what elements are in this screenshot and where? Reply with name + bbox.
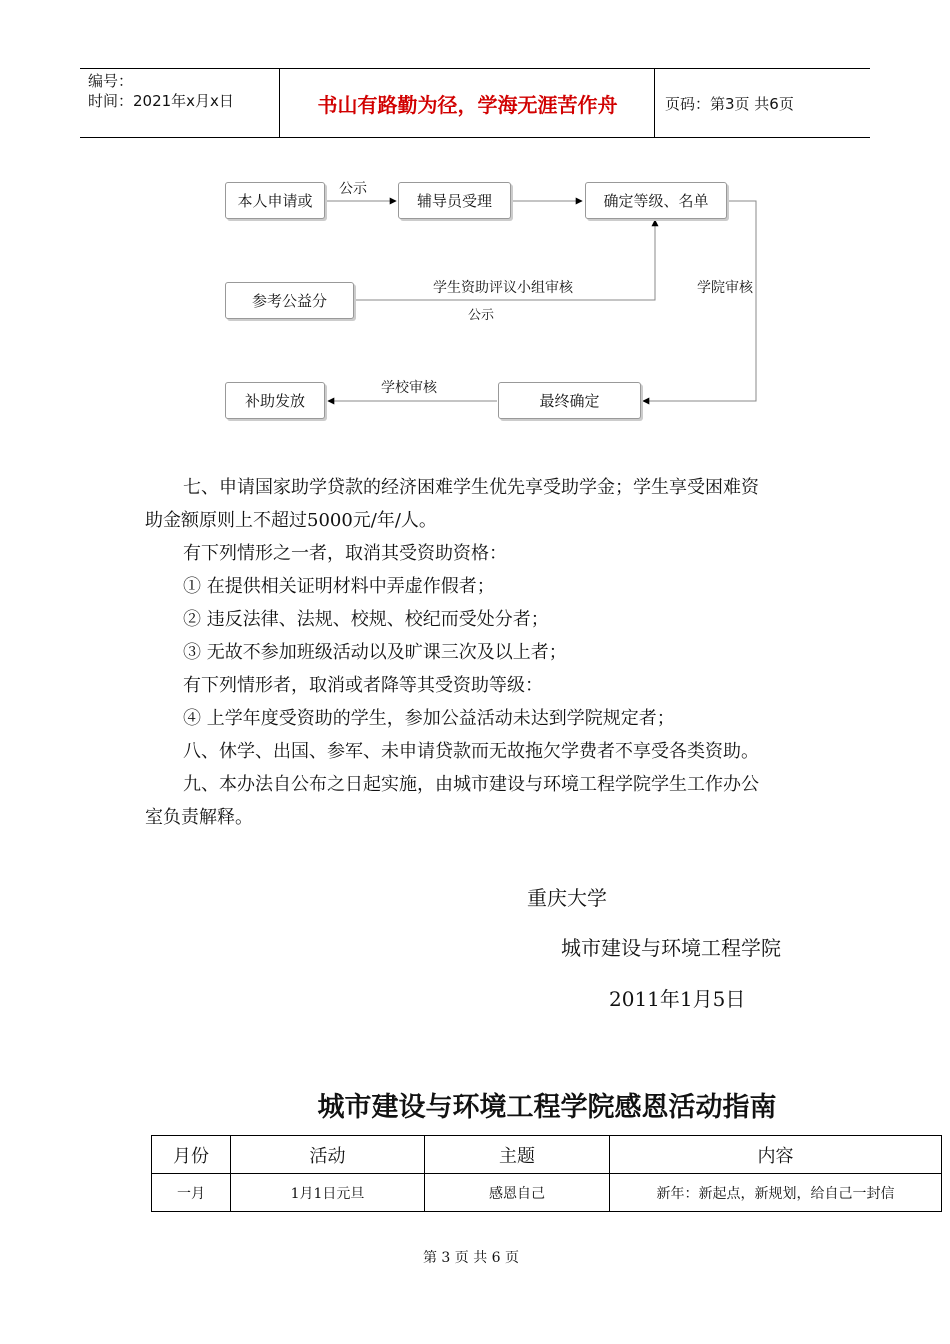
box-confirm-list: 确定等级、名单	[585, 182, 727, 219]
cancel-intro: 有下列情形之一者，取消其受资助资格：	[183, 543, 507, 564]
box-issue: 补助发放	[225, 382, 325, 419]
cell-content: 新年：新起点，新规划，给自己一封信	[610, 1174, 942, 1212]
signature-college: 城市建设与环境工程学院	[561, 936, 781, 960]
col-theme: 主题	[425, 1136, 610, 1174]
number-label: 编号：	[88, 72, 134, 90]
item-1: ① 在提供相关证明材料中弄虚作假者；	[183, 576, 495, 597]
label-group-review: 学生资助评议小组审核	[433, 280, 573, 296]
box-apply: 本人申请或	[225, 182, 325, 219]
para-8: 八、休学、出国、参军、未申请贷款而无故拖欠学费者不享受各类资助。	[183, 741, 759, 762]
table-row	[152, 1174, 942, 1212]
item-4: ④ 上学年度受资助的学生，参加公益活动未达到学院规定者；	[183, 708, 675, 729]
flowchart-connectors	[0, 0, 950, 440]
label-school-review: 学校审核	[381, 380, 437, 396]
guide-title-text: 城市建设与环境工程学院感恩活动指南	[317, 1092, 777, 1123]
item-2: ② 违反法律、法规、校规、校纪而受处分者；	[183, 609, 549, 630]
funding-flowchart	[0, 0, 950, 440]
box-welfare: 参考公益分	[225, 282, 354, 319]
para-7-line1: 七、申请国家助学贷款的经济困难学生优先享受助学金；学生享受困难资	[183, 477, 759, 498]
cell-theme: 感恩自己	[425, 1174, 610, 1212]
col-activity: 活动	[231, 1136, 425, 1174]
col-content: 内容	[610, 1136, 942, 1174]
cell-activity: 1月1日元旦	[231, 1174, 425, 1212]
label-publicity-1: 公示	[339, 181, 367, 197]
label-college-review: 学院审核	[697, 280, 753, 296]
para-7-line2: 助金额原则上不超过5000元/年/人。	[145, 510, 437, 531]
item-3: ③ 无故不参加班级活动以及旷课三次及以上者；	[183, 642, 567, 663]
page-footer	[0, 1247, 950, 1267]
header-page-info: 页码：第3页 共6页	[665, 94, 794, 113]
activity-table	[151, 1135, 942, 1212]
label-publicity-2: 公示	[468, 308, 495, 323]
cell-month: 一月	[152, 1174, 231, 1212]
time-label: 时间：2021年x月x日	[88, 92, 234, 110]
table-header-row	[152, 1136, 942, 1174]
para-9-line1: 九、本办法自公布之日起实施，由城市建设与环境工程学院学生工作办公	[183, 774, 759, 795]
downgrade-intro: 有下列情形者，取消或者降等其受资助等级：	[183, 675, 543, 696]
col-month: 月份	[152, 1136, 231, 1174]
guide-title	[0, 1085, 950, 1124]
box-final: 最终确定	[498, 382, 641, 419]
arrow-confirm-final	[643, 201, 756, 401]
header-motto: 书山有路勤为径，学海无涯苦作舟	[281, 69, 655, 137]
para-9-line2: 室负责解释。	[145, 807, 253, 828]
signature-university: 重庆大学	[527, 886, 607, 910]
page-footer-text: 第 3 页 共 6 页	[422, 1250, 520, 1266]
signature-date: 2011年1月5日	[609, 987, 746, 1011]
box-counselor: 辅导员受理	[398, 182, 511, 219]
